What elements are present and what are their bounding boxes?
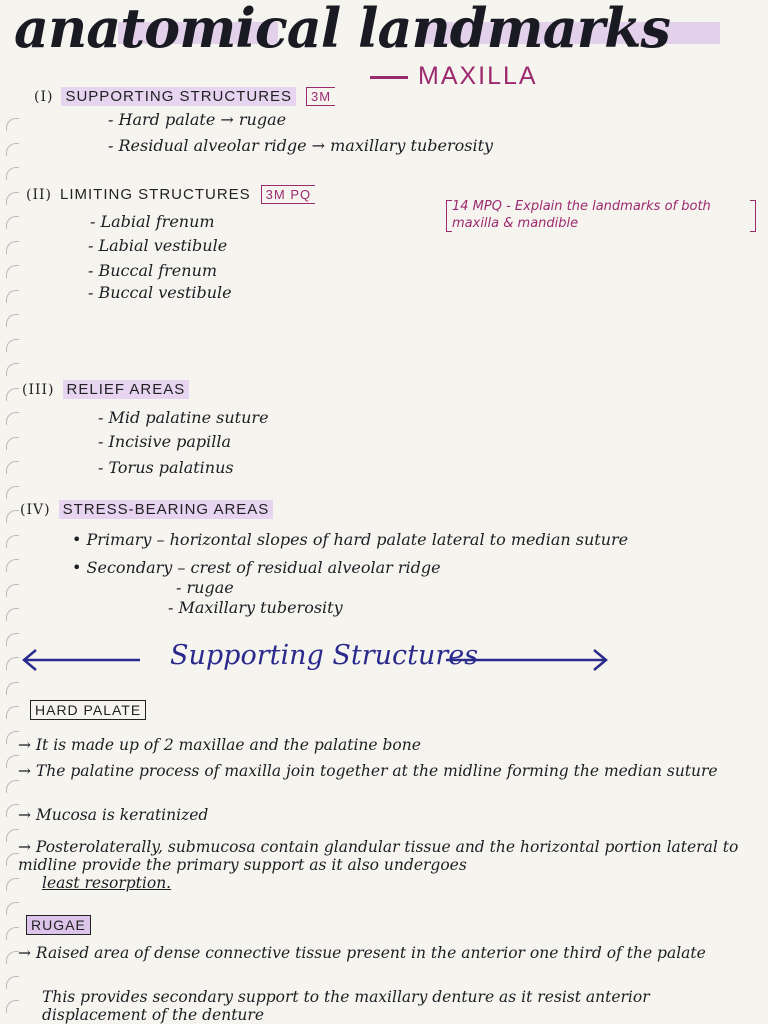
list-item: - Incisive papilla [98, 432, 232, 451]
binder-hole [6, 559, 19, 572]
section-number: (IV) [20, 502, 51, 518]
section-title: STRESS-BEARING AREAS [59, 500, 274, 519]
section-heading-stress [20, 501, 273, 518]
section-heading-limiting [26, 186, 315, 203]
binder-hole [6, 1000, 19, 1013]
list-item: - Labial vestibule [88, 236, 228, 255]
list-item: - Maxillary tuberosity [168, 598, 343, 617]
binder-hole [6, 241, 19, 254]
banner-title: Supporting Structures [170, 640, 479, 671]
binder-hole [6, 339, 19, 352]
list-item: This provides secondary support to the maxillary denture as it resist anterior displacement of the denture [42, 988, 650, 1024]
list-item: - Labial frenum [90, 212, 215, 231]
page-title: anatomical landmarks [14, 0, 670, 60]
section-title: RELIEF AREAS [63, 380, 190, 399]
list-item: - Buccal vestibule [88, 283, 232, 302]
section-heading-supporting [34, 88, 335, 105]
binder-hole [6, 118, 19, 131]
section-banner [20, 640, 620, 680]
exam-note-text: 14 MPQ - Explain the landmarks of both maxilla & mandible [452, 199, 711, 231]
list-item: least resorption. [42, 874, 172, 892]
marks-tag: 3M [306, 87, 335, 106]
binder-hole [6, 216, 19, 229]
binder-hole [6, 706, 19, 719]
list-item: - Torus palatinus [98, 458, 234, 477]
section-heading-relief [22, 381, 189, 398]
list-item: → The palatine process of maxilla join together at the midline forming the median suture [18, 762, 718, 780]
exam-note [452, 198, 752, 232]
list-item: → Mucosa is keratinized [18, 806, 209, 824]
binder-hole [6, 682, 19, 695]
binder-hole [6, 388, 19, 401]
binder-hole [6, 510, 19, 523]
binder-hole [6, 192, 19, 205]
list-item: - Residual alveolar ridge → maxillary tuberosity [108, 136, 494, 155]
list-item: - Buccal frenum [88, 261, 218, 280]
list-item: • Primary – horizontal slopes of hard palate lateral to median suture [72, 530, 629, 549]
section-title: LIMITING STRUCTURES [59, 186, 251, 203]
section-number: (II) [26, 187, 52, 203]
binder-hole [6, 535, 19, 548]
binder-hole [6, 314, 19, 327]
binder-hole [6, 290, 19, 303]
binder-hole [6, 927, 19, 940]
list-item: - Mid palatine suture [98, 408, 269, 427]
rugae-label: RUGAE [26, 915, 91, 935]
binder-hole [6, 167, 19, 180]
binder-hole [6, 780, 19, 793]
binder-hole [6, 363, 19, 376]
binder-hole [6, 437, 19, 450]
subtitle-text: MAXILLA [418, 62, 538, 90]
binder-hole [6, 143, 19, 156]
list-item: → Raised area of dense connective tissue present in the anterior one third of the palate [18, 944, 706, 962]
binder-hole [6, 657, 19, 670]
section-title: SUPPORTING STRUCTURES [61, 87, 296, 106]
binder-hole [6, 412, 19, 425]
list-item: → Posterolaterally, submucosa contain glandular tissue and the horizontal portion lateral to midline provide the primary support as it also undergoes [18, 838, 739, 874]
binder-hole [6, 461, 19, 474]
page-subtitle [370, 62, 538, 91]
binder-hole [6, 976, 19, 989]
binder-hole [6, 902, 19, 915]
binder-hole [6, 584, 19, 597]
binder-hole [6, 265, 19, 278]
binder-hole [6, 878, 19, 891]
subtitle-dash [370, 76, 408, 79]
binder-hole [6, 633, 19, 646]
list-item: - rugae [176, 578, 234, 597]
section-number: (I) [34, 89, 54, 105]
list-item: - Hard palate → rugae [108, 110, 287, 129]
marks-tag: 3M PQ [261, 185, 315, 204]
list-item: → It is made up of 2 maxillae and the palatine bone [18, 736, 421, 754]
hard-palate-label: HARD PALATE [30, 700, 146, 720]
section-number: (III) [22, 382, 55, 398]
list-item: • Secondary – crest of residual alveolar ridge [72, 558, 441, 577]
binder-hole [6, 486, 19, 499]
binder-hole [6, 608, 19, 621]
